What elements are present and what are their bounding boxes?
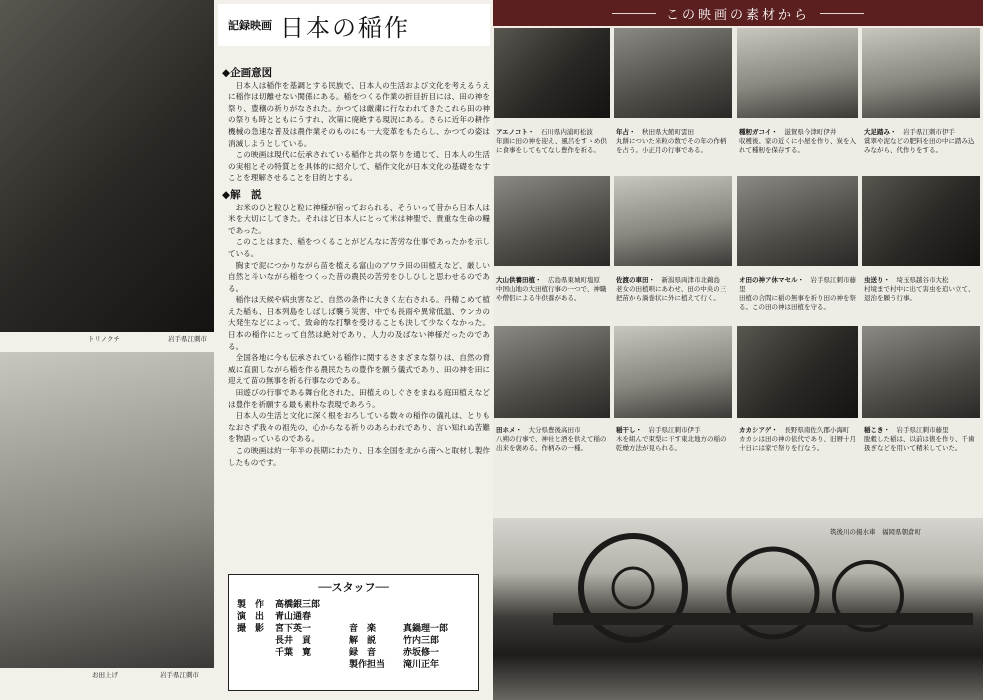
staff-role: 音 楽	[349, 624, 377, 634]
staff-role: 撮 影	[237, 624, 265, 634]
staff-row	[237, 647, 470, 659]
caption-place: 岩手県江刺市藤里	[896, 426, 949, 434]
photo-daisen-kuyo-taue	[494, 176, 610, 266]
caption-title: オ田の神ア休マセル・	[739, 276, 804, 284]
caption-row1-2	[616, 128, 732, 155]
staff-heading: ──スタッフ──	[318, 581, 389, 594]
photo-tanemomi-gakoi	[737, 28, 858, 118]
staff-name: 滝川正年	[403, 660, 440, 670]
photo-kakashi-age	[737, 326, 858, 418]
caption-title: 虫送り・	[864, 276, 890, 284]
paragraph: この映画は現代に伝承されている稲作と共の祭りを通じて、日本人の生活の実相とその特質とを具体的に紹介して、稲作文化が日本文化の基礎をなすことを理解させることを目的とする。	[228, 150, 490, 183]
staff-row	[237, 599, 470, 611]
header-rule-left	[612, 13, 656, 14]
caption-title: 田ホメ・	[496, 426, 522, 434]
photo-ta-home	[494, 326, 610, 418]
caption-title: 大足踏み・	[864, 128, 897, 136]
caption-desc: 脱穀した稲は、以前は俵を作り、千歯扱ぎなどを用いて精米していた。	[864, 435, 975, 452]
right-page-header	[493, 0, 983, 26]
title-box	[218, 4, 490, 46]
caption-row2-3	[739, 276, 858, 312]
staff-box	[228, 574, 479, 691]
section-heading-planning: ◆企画意図	[222, 67, 273, 79]
caption-title: アエノコト・	[496, 128, 535, 136]
right-page-title: この映画の素材から	[665, 7, 810, 23]
staff-name: 赤坂修一	[403, 648, 440, 658]
caption-title: 種籾ガコイ・	[739, 128, 778, 136]
photo-ooashi-fumi	[862, 28, 980, 118]
caption-desc: 村境まで村中に出て害虫を追い立て、退治を願う行事。	[864, 285, 975, 302]
paragraph: 胸まで泥につかりながら苗を植える富山のアワラ田の田植えなど、厳しい自然と斗いながら稲をつくった昔の農民の苦労をひしひしと思わせるのである。	[228, 260, 490, 293]
caption-row2-1	[496, 276, 610, 303]
staff-role	[349, 611, 403, 623]
paragraph: 全国各地に今も伝承されている稲作に関するさまざまな祭りは、自然の脅威に直面しながら稲を作る農民たちの豊作を願う儀式であり、田の神を田に迎えて苗の無事を祈る行事なのである。	[228, 353, 490, 386]
caption-desc: 収穫後、家の近くに小屋を作り、炭を入れて種籾を保存する。	[739, 137, 856, 154]
staff-role: 製作担当	[349, 660, 386, 670]
title-subtitle: 記録映画	[228, 19, 272, 32]
caption-place: 石川県内浦町松波	[540, 128, 593, 136]
paragraph: この映画は約一年半の長期にわたり、日本全国を北から南へと取材し製作したものです。	[228, 446, 490, 467]
photo-ine-boshi	[614, 326, 732, 418]
caption-desc: 賞翠や泥などの肥料を田の中に踏み込みながら、代作りをする。	[864, 137, 975, 154]
caption-row1-3	[739, 128, 858, 155]
paragraph: 田遊びの行事である舞台化された、田植えのしぐさをまねる庭田植えなどは豊作を祈願する最も素朴な表現であろう。	[228, 388, 490, 409]
staff-row	[237, 623, 470, 635]
caption-place: 大分県豊後高田市	[528, 426, 581, 434]
caption-row3-3	[739, 426, 858, 453]
caption-row3-2	[616, 426, 732, 453]
caption-desc: 年頭に田の神を迎え、風呂をすゝめ供に食事をしてもてなし豊作を祈る。	[496, 137, 607, 154]
caption-place: 広島県東城町塩原	[548, 276, 600, 284]
staff-name: 青山通春	[275, 612, 312, 622]
caption-place: 岩手県江刺市伊手	[903, 128, 955, 136]
caption-desc: 八朔の行事で、神社と酒を供えて稲の出来を褒める。作柄みの一種。	[496, 435, 607, 452]
caption-title: 稲干し・	[616, 426, 642, 434]
caption-row3-1	[496, 426, 610, 453]
staff-name: 竹内三郎	[403, 636, 440, 646]
staff-name: 千葉 寛	[275, 648, 312, 658]
caption-place: 新潟県両津市北鵜島	[661, 276, 720, 284]
photo-otaage	[0, 352, 214, 668]
caption-desc: カカシは田の神の依代であり、旧暦十月十日には家で祭りを行なう。	[739, 435, 856, 452]
photo-water-wheels	[493, 518, 983, 700]
caption-title: カカシアゲ・	[739, 426, 778, 434]
photo2-caption-left: お田上げ	[92, 671, 118, 679]
paragraph: 日本人は稲作を基調とする民族で、日本人の生活および文化を考えるうえに稲作は切離せない関係にある。稲をつくる作業の折目折目には、田の神を祭り、豊穣の祈りがなされた。かつては厳粛に行なわれてきたこれら田の神の祭りも時とともにうすれ、次第に廃絶する現況にある。さらに近年の耕作機械の急速な普及は農作業そのものにも一大変革をもたらし、かつての姿は消滅しようとしている。	[228, 80, 490, 148]
caption-title: 稲こき・	[864, 426, 890, 434]
water-wheel-silhouettes	[493, 518, 983, 700]
staff-role	[237, 635, 275, 647]
staff-name	[275, 659, 349, 671]
staff-row	[237, 611, 470, 623]
caption-desc: 老女の田植唄にあわせ、田の中央の三把苗から渦巻状に外に植えて行く。	[616, 285, 727, 302]
photo-ine-koki	[862, 326, 980, 418]
staff-name: 真鍋理一郎	[403, 624, 449, 634]
staff-role: 録 音	[349, 648, 377, 658]
section-heading-commentary: ◆解 説	[222, 188, 262, 201]
photo-toshiura	[614, 28, 732, 118]
photo-mushi-okuri	[862, 176, 980, 266]
bottom-photo-caption: 筑後川の揚水車 福岡県朝倉町	[830, 528, 921, 536]
caption-title: 佐渡の車田・	[616, 276, 655, 284]
caption-row2-2	[616, 276, 732, 303]
caption-row2-4	[864, 276, 980, 303]
caption-place: 岩手県江刺市伊手	[648, 426, 701, 434]
caption-desc: 田植の合間に稲の無事を祈り田の神を祭る。この田の神は田植を守る。	[739, 294, 856, 311]
photo2-caption-right: 岩手県江刺市	[160, 671, 199, 679]
staff-row	[237, 659, 470, 671]
photo-torinokuchi	[0, 0, 214, 332]
caption-row1-4	[864, 128, 980, 155]
staff-name: 長井 貢	[275, 636, 312, 646]
caption-row1-1	[496, 128, 610, 155]
caption-row3-4	[864, 426, 980, 453]
staff-role: 解 説	[349, 636, 377, 646]
staff-role: 製 作	[237, 600, 265, 610]
photo-aenokoto	[494, 28, 610, 118]
paragraph: お米のひと粒ひと粒に神様が宿っておられる、そういって昔から日本人は米を大切にしてきた。それはど日本人にとって米は神聖で、貴重な生命の糧であった。	[228, 202, 490, 235]
paragraph: 日本人の生活と文化に深く根をおろしている数々の稲作の儀礼は、とりもなおさず我々の祖先の、心からなる祈りのあらわれであり、言い知れぬ苦難を物語っているのである。	[228, 411, 490, 444]
caption-place: 秋田県大館町雲田	[642, 128, 694, 136]
caption-desc: 中国山地の大田植行事の一つで、神職や僧侶による牛供養がある。	[496, 285, 607, 302]
staff-role	[237, 647, 275, 659]
photo-sado-kuruma-da	[614, 176, 732, 266]
caption-place: 滋賀県今津町伊井	[784, 128, 837, 136]
photo1-caption-right: 岩手県江刺市	[168, 335, 207, 343]
essay	[222, 66, 490, 468]
photo1-caption-left: トリノクチ	[88, 335, 121, 343]
photo-otanokami	[737, 176, 858, 266]
staff-role	[349, 599, 403, 611]
caption-title: 大山供養田植・	[496, 276, 542, 284]
staff-role: 演 出	[237, 612, 265, 622]
caption-title: 年占・	[616, 128, 636, 136]
caption-desc: 丸餅についた米粒の数でその年の作柄を占う。小正月の行事である。	[616, 137, 727, 154]
paragraph: 稲作は天候や病虫害など、自然の条件に大きく左右される。丹精こめて植えた稲も、日本列島をしばしば襲う災害、中でも長雨や異常低温、ウンカの大発生などによって、致命的な打撃を受けることも決して少なくなかった。日本の稲作にとって自然は絶対であり、人力の及ばない神様だったのである。	[228, 295, 490, 351]
staff-row	[237, 635, 470, 647]
caption-place: 埼玉県越谷市大松	[896, 276, 949, 284]
caption-place: 岩手県江刺市藤里	[739, 276, 856, 293]
page-title: 日本の稲作	[280, 13, 410, 42]
caption-desc: 木を組んで束梨に干す東北地方の稲の乾燥方法が見られる。	[616, 435, 727, 452]
staff-name: 高橋銀三郎	[275, 600, 321, 610]
header-rule-right	[820, 13, 864, 14]
staff-name: 宮下英一	[275, 624, 312, 634]
staff-role	[237, 659, 275, 671]
paragraph: このことはまた、稲をつくることがどんなに苦労な仕事であったかを示している。	[228, 237, 490, 258]
caption-place: 長野県南佐久郡小海町	[784, 426, 850, 434]
